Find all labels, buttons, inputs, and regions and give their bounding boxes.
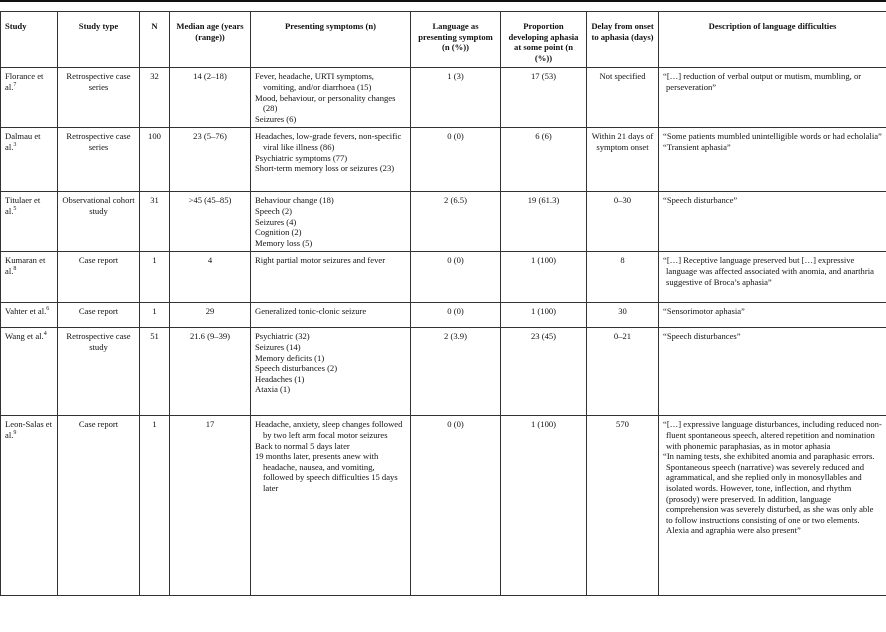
symptom-item: Right partial motor seizures and fever [255,255,386,266]
cell-study-type [58,328,140,416]
delay-value: 0–30 [613,195,632,206]
header-n: N [140,12,170,68]
study-name: Titulaer et al. [5,195,41,216]
symptom-item: Speech disturbances (2) [255,363,338,374]
cell-median-age [170,416,251,596]
study-type: Retrospective case study [66,331,131,352]
cell-delay [587,303,659,328]
cell-description [659,303,886,328]
reference-number: 6 [46,306,50,313]
symptom-item: Seizures (6) [255,113,297,124]
language-presenting-value: 0 (0) [447,306,464,317]
header-study-type: Study type [58,12,140,68]
symptom-item: Memory deficits (1) [255,352,325,363]
header-language-presenting: Language as presenting symptom (n (%)) [411,12,501,68]
symptom-item: Mood, behaviour, or personality changes (28) [255,92,396,114]
description-quote: “Transient aphasia” [663,141,731,152]
study-name: Florance et al. [5,71,44,92]
sample-size: 100 [148,131,161,142]
symptom-item: Back to normal 5 days later [255,440,350,451]
cell-delay [587,68,659,128]
reference-number: 7 [13,82,17,89]
cell-presenting-symptoms [251,192,411,252]
study-name: Wang et al. [5,331,44,342]
language-presenting-value: 0 (0) [447,131,464,142]
symptom-item: Speech (2) [255,205,292,216]
cell-median-age [170,128,251,192]
table-row [1,192,886,252]
symptom-item: Psychiatric symptoms (77) [255,152,348,163]
reference-number: 9 [13,430,17,437]
cell-language-presenting [411,416,501,596]
header-median-age: Median age (years (range)) [170,12,251,68]
header-study: Study [1,12,58,68]
cell-study [1,128,58,192]
symptom-item: Psychiatric (32) [255,331,310,342]
sample-size: 31 [150,195,159,206]
cell-description [659,128,886,192]
reference-number: 4 [43,331,47,338]
symptom-item: Seizures (14) [255,341,301,352]
cell-presenting-symptoms [251,68,411,128]
proportion-aphasia-value: 17 (53) [530,71,557,82]
proportion-aphasia-value: 1 (100) [530,306,557,317]
delay-value: 8 [620,255,625,266]
cell-description [659,328,886,416]
language-presenting-value: 2 (3.9) [444,331,467,342]
cell-delay [587,416,659,596]
study-name: Vahter et al. [5,306,47,317]
median-age: 21.6 (9–39) [189,331,231,342]
cell-n [140,416,170,596]
symptom-item: Headache, anxiety, sleep changes followed by two left arm focal motor seizures [255,419,403,440]
reference-number: 5 [13,206,17,213]
symptom-item: Memory loss (5) [255,237,313,248]
reference-number: 8 [13,266,17,273]
cell-study [1,192,58,252]
description-quote: “Speech disturbance” [663,195,738,206]
cell-proportion-aphasia [501,192,587,252]
sample-size: 1 [152,255,157,266]
cell-presenting-symptoms [251,252,411,303]
study-type: Observational cohort study [62,195,135,216]
reference-number: 3 [13,142,17,149]
proportion-aphasia-value: 23 (45) [530,331,557,342]
delay-value: 30 [618,306,627,317]
median-age: 23 (5–76) [193,131,227,142]
table-row [1,68,886,128]
cell-study [1,252,58,303]
symptom-item: Short-term memory loss or seizures (23) [255,163,395,174]
table-row [1,252,886,303]
studies-table [0,11,886,596]
sample-size: 1 [152,419,157,430]
symptom-item: Seizures (4) [255,216,297,227]
cell-n [140,252,170,303]
cell-delay [587,252,659,303]
cell-language-presenting [411,192,501,252]
cell-description [659,68,886,128]
sample-size: 1 [152,306,157,317]
proportion-aphasia-value: 1 (100) [530,255,557,266]
cell-delay [587,128,659,192]
delay-value: Not specified [599,71,646,82]
top-rule [0,0,886,2]
description-quote: “[…] expressive language disturbances, including reduced non-fluent spontaneous speech, altered repetition and nomination with phonemic paraphasias, as in motor aphasia [663,419,882,451]
cell-median-age [170,303,251,328]
description-quote: “[…] reduction of verbal output or mutism, mumbling, or perseveration” [663,71,862,92]
cell-proportion-aphasia [501,252,587,303]
symptom-item: Headaches (1) [255,373,305,384]
median-age: 14 (2–18) [193,71,227,82]
cell-n [140,68,170,128]
cell-median-age [170,252,251,303]
cell-n [140,192,170,252]
description-quote: “[…] Receptive language preserved but […] expressive language was affected associated with anomia, and anarthria suggestive of Broca’s aphasia” [663,255,874,287]
delay-value: 0–21 [613,331,632,342]
table-row [1,416,886,596]
cell-language-presenting [411,252,501,303]
cell-study-type [58,303,140,328]
study-type: Case report [78,419,119,430]
study-type: Retrospective case series [66,131,131,152]
symptom-item: Fever, headache, URTI symptoms, vomiting, and/or diarrhoea (15) [255,71,374,92]
cell-description [659,416,886,596]
cell-presenting-symptoms [251,328,411,416]
delay-value: 570 [616,419,629,430]
cell-n [140,328,170,416]
language-presenting-value: 0 (0) [447,255,464,266]
cell-median-age [170,192,251,252]
cell-median-age [170,68,251,128]
cell-study-type [58,68,140,128]
cell-presenting-symptoms [251,128,411,192]
sample-size: 51 [150,331,159,342]
cell-language-presenting [411,303,501,328]
header-presenting-symptoms: Presenting symptoms (n) [251,12,411,68]
cell-study-type [58,128,140,192]
cell-study-type [58,192,140,252]
cell-study-type [58,252,140,303]
cell-proportion-aphasia [501,328,587,416]
symptom-item: 19 months later, presents anew with headache, nausea, and vomiting, followed by speech difficulties 15 days later [255,451,398,493]
study-type: Case report [78,255,119,266]
table-row [1,328,886,416]
symptom-item: Headaches, low-grade fevers, non-specific viral like illness (86) [255,131,402,152]
symptom-item: Ataxia (1) [255,384,291,395]
median-age: 17 [205,419,215,430]
table-row [1,303,886,328]
symptom-item: Behaviour change (18) [255,195,334,206]
language-presenting-value: 1 (3) [447,71,464,82]
cell-study [1,416,58,596]
sample-size: 32 [150,71,159,82]
cell-study-type [58,416,140,596]
table-row [1,128,886,192]
description-quote: “Sensorimotor aphasia” [663,306,745,317]
cell-study [1,328,58,416]
cell-description [659,252,886,303]
median-age: 4 [207,255,213,266]
study-name: Dalmau et al. [5,131,41,152]
cell-study [1,303,58,328]
language-presenting-value: 2 (6.5) [444,195,467,206]
proportion-aphasia-value: 6 (6) [535,131,552,142]
description-quote: “In naming tests, she exhibited anomia and paraphasic errors. Spontaneous speech (narrative) was severely reduced and agrammatical, and she replied only in monosyllables and isolated words. However, tone, inflection, and rhythm (prosody) were preserved. In addition, language comprehension was severely disturbed, as she was only able to follow instructions consisting of one or two elements. Alexia and agraphia were also present” [663,451,875,536]
cell-language-presenting [411,128,501,192]
header-proportion-aphasia: Proportion developing aphasia at some point (n (%)) [501,12,587,68]
median-age: 29 [205,306,215,317]
description-quote: “Speech disturbances” [663,331,741,342]
cell-proportion-aphasia [501,416,587,596]
cell-study [1,68,58,128]
cell-proportion-aphasia [501,128,587,192]
cell-language-presenting [411,328,501,416]
delay-value: Within 21 days of symptom onset [591,131,654,152]
language-presenting-value: 0 (0) [447,419,464,430]
cell-language-presenting [411,68,501,128]
cell-n [140,303,170,328]
cell-delay [587,328,659,416]
cell-presenting-symptoms [251,416,411,596]
study-name: Leon-Salas et al. [5,419,53,440]
cell-delay [587,192,659,252]
median-age: >45 (45–85) [188,195,232,206]
header-delay: Delay from onset to aphasia (days) [587,12,659,68]
symptom-item: Cognition (2) [255,227,302,238]
study-type: Case report [78,306,119,317]
description-quote: “Some patients mumbled unintelligible words or had echolalia” [663,131,882,142]
symptom-item: Generalized tonic-clonic seizure [255,306,367,317]
header-description: Description of language difficulties [659,12,886,68]
cell-description [659,192,886,252]
study-type: Retrospective case series [66,71,131,92]
cell-proportion-aphasia [501,68,587,128]
cell-proportion-aphasia [501,303,587,328]
study-name: Kumaran et al. [5,255,46,276]
cell-median-age [170,328,251,416]
cell-n [140,128,170,192]
proportion-aphasia-value: 1 (100) [530,419,557,430]
proportion-aphasia-value: 19 (61.3) [527,195,560,206]
cell-presenting-symptoms [251,303,411,328]
header-row [1,12,886,68]
